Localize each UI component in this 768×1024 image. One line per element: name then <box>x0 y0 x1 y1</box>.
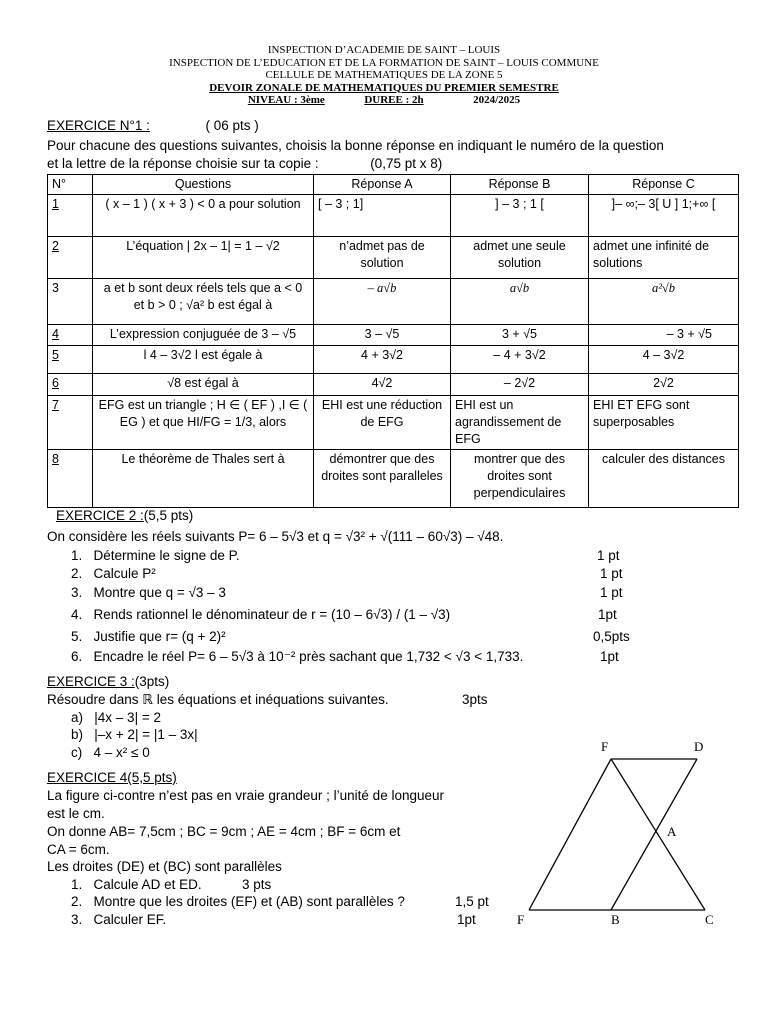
header-line-academie: INSPECTION D’ACADEMIE DE SAINT – LOUIS <box>267 44 501 56</box>
ex2-item-6-points: 1pt <box>600 649 619 664</box>
answer-c: admet une infinité de solutions <box>589 237 739 279</box>
ex3-intro: Résoudre dans ℝ les équations et inéquations suivantes. <box>47 692 389 707</box>
table-row <box>48 325 739 346</box>
item-text: |–x + 2| = |1 – 3x| <box>94 727 198 742</box>
ex3-title-line <box>47 673 169 690</box>
question-number: 8 <box>48 450 93 508</box>
item-number: 1. <box>71 548 83 563</box>
ex2-points: (5,5 pts) <box>143 508 194 523</box>
ex3-points: (3pts) <box>134 674 170 689</box>
ex1-title-line <box>47 117 259 134</box>
item-text: Rends rationnel le dénominateur de r = (10 – 6√3) / (1 – √3) <box>93 607 451 622</box>
ex2-item-2 <box>71 565 156 582</box>
item-letter: c) <box>71 745 83 760</box>
ex1-intro-1: Pour chacune des questions suivantes, choisis la bonne réponse en indiquant le numéro de la question <box>47 138 664 153</box>
col-header-answer-b: Réponse B <box>451 175 589 195</box>
table-row <box>48 396 739 450</box>
item-number: 3. <box>71 912 83 927</box>
ex4-line-2: est le cm. <box>47 806 105 821</box>
label-bottom-mid: B <box>611 912 620 927</box>
col-header-answer-a: Réponse A <box>314 175 451 195</box>
answer-c: calculer des distances <box>589 450 739 508</box>
ex2-item-4-points: 1pt <box>598 607 617 622</box>
ex1-points: ( 06 pts ) <box>205 118 259 133</box>
item-letter: b) <box>71 727 84 742</box>
ex4-line-3: On donne AB= 7,5cm ; BC = 9cm ; AE = 4cm ; BF = 6cm et <box>47 824 401 839</box>
label-middle: A <box>667 824 677 839</box>
question-number: 6 <box>48 374 93 396</box>
item-number: 6. <box>71 649 83 664</box>
ex1-scoring: (0,75 pt x 8) <box>370 156 443 171</box>
answer-c: EHI ET EFG sont superposables <box>589 396 739 450</box>
col-header-number: N° <box>48 175 93 195</box>
ex2-title: EXERCICE 2 : <box>56 508 144 523</box>
segment-left-side <box>529 759 611 910</box>
answer-a: [ – 3 ; 1] <box>314 195 451 237</box>
table-row <box>48 237 739 279</box>
answer-c: ]– ∞;– 3[ U ] 1;+∞ [ <box>589 195 739 237</box>
duree-label: DUREE : 2h <box>364 94 424 106</box>
ex2-item-3-points: 1 pt <box>600 585 623 600</box>
answer-a: 4√2 <box>314 374 451 396</box>
item-text: Calcule P² <box>93 566 156 581</box>
answer-c: – 3 + √5 <box>589 325 739 346</box>
item-text: Justifie que r= (q + 2)² <box>93 629 226 644</box>
label-top-right: D <box>694 739 704 754</box>
ex2-item-5 <box>71 628 226 645</box>
table-row <box>48 195 739 237</box>
ex4-line-5: Les droites (DE) et (BC) sont parallèles <box>47 859 282 874</box>
ex4-item-3 <box>71 911 166 928</box>
ex2-title-line <box>56 507 193 524</box>
question-text: L’expression conjuguée de 3 – √5 <box>93 325 314 346</box>
item-number: 3. <box>71 585 83 600</box>
answer-b: 3 + √5 <box>451 325 589 346</box>
label-top-left: F <box>601 739 609 754</box>
ex4-line-4: CA = 6cm. <box>47 842 110 857</box>
ex2-item-1 <box>71 547 240 564</box>
document-header <box>0 44 768 107</box>
answer-c: a²√b <box>589 279 739 325</box>
question-text: Le théorème de Thales sert à <box>93 450 314 508</box>
answer-b: ] – 3 ; 1 [ <box>451 195 589 237</box>
header-line-cellule: CELLULE DE MATHEMATIQUES DE LA ZONE 5 <box>265 69 503 81</box>
ex4-title: EXERCICE 4(5,5 pts) <box>47 770 177 785</box>
item-number: 5. <box>71 629 83 644</box>
ex2-item-3 <box>71 584 226 601</box>
ex4-item-1-points: 3 pts <box>242 877 272 892</box>
item-text: 4 – x² ≤ 0 <box>93 745 150 760</box>
table-row <box>48 346 739 374</box>
header-level-line <box>0 94 768 107</box>
ex4-item-1 <box>71 876 202 893</box>
item-letter: a) <box>71 710 84 725</box>
mcq-table <box>47 174 739 508</box>
header-exam-title: DEVOIR ZONALE DE MATHEMATIQUES DU PREMIER SEMESTRE <box>209 81 559 94</box>
label-bottom-right: C <box>705 912 714 927</box>
item-number: 1. <box>71 877 83 892</box>
table-row <box>48 279 739 325</box>
ex4-item-2-points: 1,5 pt <box>455 894 489 909</box>
col-header-questions: Questions <box>93 175 314 195</box>
item-text: Calcule AD et ED. <box>93 877 202 892</box>
segment-right-side <box>611 759 705 910</box>
item-number: 4. <box>71 607 83 622</box>
niveau-label: NIVEAU : 3ème <box>247 94 325 106</box>
ex1-intro-2 <box>47 155 442 172</box>
ex2-item-5-points: 0,5pts <box>593 629 630 644</box>
school-year: 2024/2025 <box>473 94 521 106</box>
mcq-header-row <box>48 175 739 195</box>
answer-b: – 4 + 3√2 <box>451 346 589 374</box>
ex4-item-3-points: 1pt <box>457 912 476 927</box>
answer-a: EHI est une réduction de EFG <box>314 396 451 450</box>
label-bottom-left: F <box>517 912 525 927</box>
item-text: Montre que les droites (EF) et (AB) sont parallèles ? <box>93 894 405 909</box>
ex1-title: EXERCICE N°1 : <box>47 118 150 133</box>
answer-b: – 2√2 <box>451 374 589 396</box>
answer-a: démontrer que des droites sont paralleles <box>314 450 451 508</box>
question-text: EFG est un triangle ; H ∈ ( EF ) ,I ∈ ( EG ) et que HI/FG = 1/3, alors <box>93 396 314 450</box>
answer-c: 4 – 3√2 <box>589 346 739 374</box>
col-header-answer-c: Réponse C <box>589 175 739 195</box>
ex3-item-a <box>71 709 161 726</box>
answer-b: admet une seule solution <box>451 237 589 279</box>
item-number: 2. <box>71 566 83 581</box>
question-number: 4 <box>48 325 93 346</box>
question-number: 3 <box>48 279 93 325</box>
ex3-item-c <box>71 744 150 761</box>
question-number: 5 <box>48 346 93 374</box>
table-row <box>48 374 739 396</box>
item-text: Montre que q = √3 – 3 <box>93 585 226 600</box>
question-text: L’équation | 2x – 1| = 1 – √2 <box>93 237 314 279</box>
ex2-item-6 <box>71 648 523 665</box>
segment-db <box>611 759 697 910</box>
ex3-intro-points: 3pts <box>462 692 488 707</box>
item-text: Détermine le signe de P. <box>93 548 240 563</box>
item-number: 2. <box>71 894 83 909</box>
item-text: Encadre le réel P= 6 – 5√3 à 10⁻² près sachant que 1,732 < √3 < 1,733. <box>93 649 524 664</box>
item-text: |4x – 3| = 2 <box>94 710 161 725</box>
question-number: 7 <box>48 396 93 450</box>
ex1-intro-2-text: et la lettre de la réponse choisie sur ta copie : <box>47 156 319 171</box>
thales-figure <box>505 735 735 935</box>
question-number: 2 <box>48 237 93 279</box>
question-text: √8 est égal à <box>93 374 314 396</box>
ex2-item-2-points: 1 pt <box>600 566 623 581</box>
ex3-item-b <box>71 726 198 743</box>
answer-a: 4 + 3√2 <box>314 346 451 374</box>
ex2-item-1-points: 1 pt <box>597 548 620 563</box>
answer-a: n’admet pas de solution <box>314 237 451 279</box>
answer-b: montrer que des droites sont perpendiculaires <box>451 450 589 508</box>
ex4-item-2 <box>71 893 405 910</box>
answer-a: – a√b <box>314 279 451 325</box>
ex2-intro: On considère les réels suivants P= 6 – 5√3 et q = √3² + √(111 – 60√3) – √48. <box>47 529 504 544</box>
table-row <box>48 450 739 508</box>
question-number: 1 <box>48 195 93 237</box>
ex2-item-4 <box>71 606 450 623</box>
answer-b: EHI est un agrandissement de EFG <box>451 396 589 450</box>
answer-a: 3 – √5 <box>314 325 451 346</box>
header-line-inspection: INSPECTION DE L’EDUCATION ET DE LA FORMATION DE SAINT – LOUIS COMMUNE <box>169 56 599 69</box>
item-text: Calculer EF. <box>93 912 167 927</box>
answer-c: 2√2 <box>589 374 739 396</box>
ex4-line-1: La figure ci-contre n’est pas en vraie grandeur ; l’unité de longueur <box>47 788 444 803</box>
question-text: a et b sont deux réels tels que a < 0 et b > 0 ; √a² b est égal à <box>93 279 314 325</box>
ex3-title: EXERCICE 3 : <box>47 674 135 689</box>
question-text: l 4 – 3√2 l est égale à <box>93 346 314 374</box>
question-text: ( x – 1 ) ( x + 3 ) < 0 a pour solution <box>93 195 314 237</box>
answer-b: a√b <box>451 279 589 325</box>
